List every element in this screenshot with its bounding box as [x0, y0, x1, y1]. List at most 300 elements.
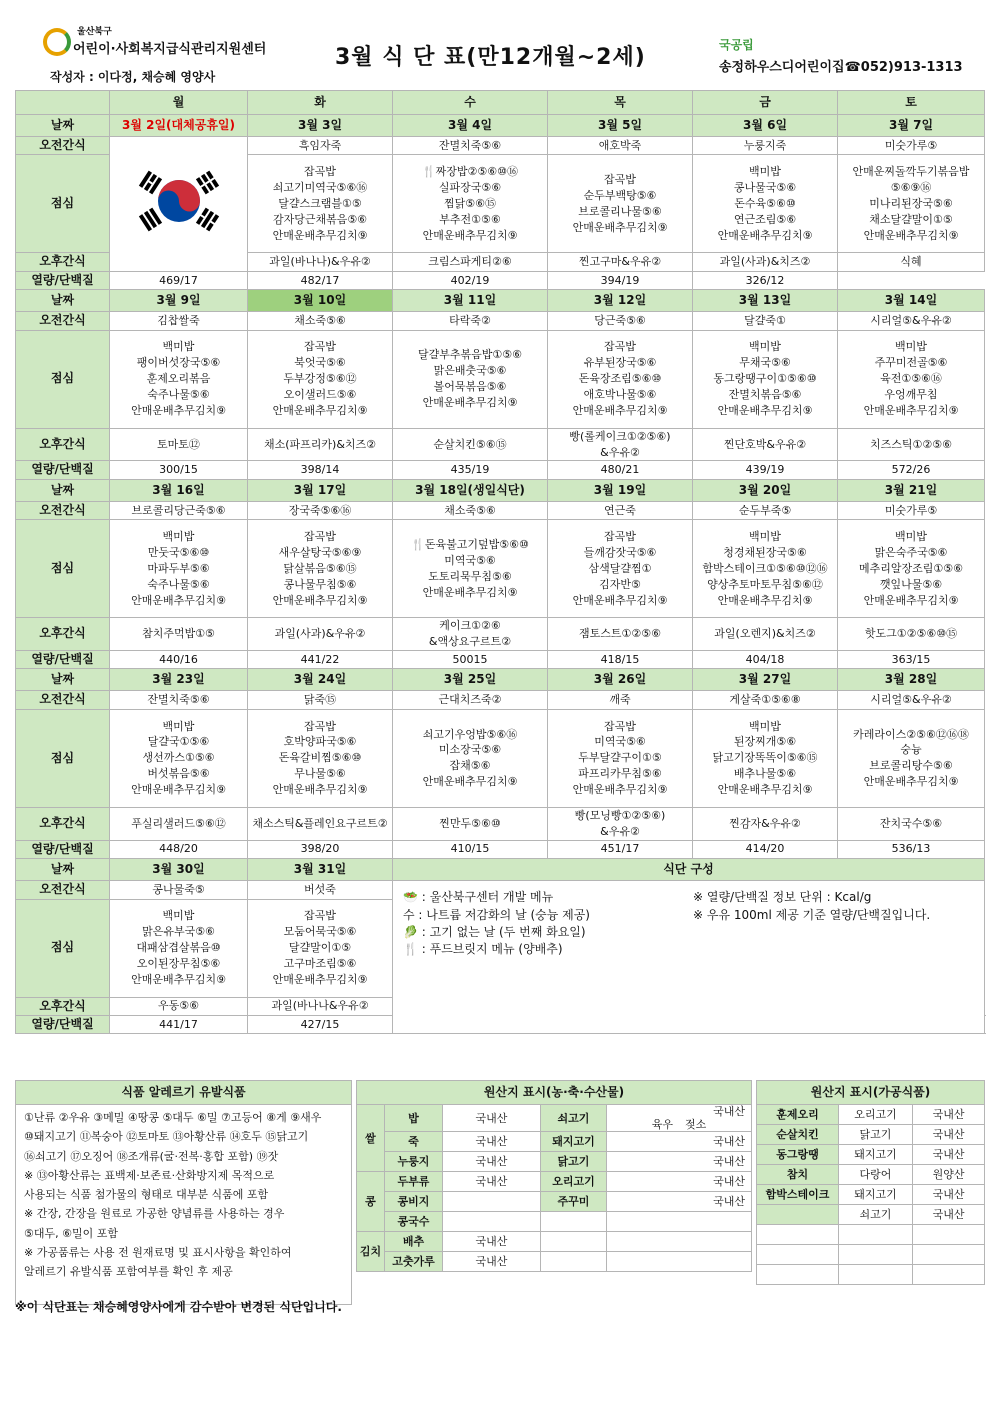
date-label: 날짜 [16, 669, 110, 691]
day-header: 화 [248, 91, 393, 115]
processed-origin: 국내산 [913, 1145, 985, 1165]
am-snack: 콩나물죽⑤ [110, 881, 248, 899]
day-header: 금 [693, 91, 838, 115]
menu-item: 생선까스①⑤⑥ [142, 751, 215, 765]
lunch-cell [248, 899, 393, 997]
menu-item: 두부달걀구이①⑤ [578, 751, 662, 765]
kcal-label: 열량/단백질 [16, 651, 110, 669]
footnote: ※이 식단표는 채승혜영양사에게 감수받아 변경된 식단입니다. [15, 1300, 342, 1314]
lunch-label: 점심 [16, 520, 110, 618]
menu-item: 달걀말이①⑤ [288, 941, 352, 955]
menu-item: 만둣국⑤⑥⑩ [147, 545, 210, 559]
menu-item: 채소달걀말이①⑤ [869, 212, 953, 226]
pm-snack [248, 807, 393, 840]
allergy-line: ※ 가공품류는 사용 전 원재료명 및 표시사항을 확인하여 [24, 1245, 292, 1259]
am-label: 오전간식 [16, 312, 110, 330]
legend-text: : 울산북구센터 개발 메뉴 [421, 890, 554, 905]
kcal-cell: 440/16 [110, 651, 248, 669]
am-label: 오전간식 [16, 881, 110, 899]
day-header: 수 [393, 91, 548, 115]
menu-item: 닭살볶음⑤⑥⑮ [283, 561, 357, 575]
legend-item [403, 889, 693, 906]
menu-item: 잡곡밥 [604, 340, 636, 354]
menu-item: 백미밥 [162, 909, 195, 923]
menu-item: 오이된장무침⑤⑥ [136, 957, 221, 970]
menu-item: 콩나물국⑤⑥ [733, 180, 797, 194]
am-snack: 채소죽⑤⑥ [248, 312, 393, 330]
legend-text: : 푸드브릿지 메뉴 (양배추) [421, 942, 563, 957]
allergy-line: ①난류 ②우유 ③메밀 ④땅콩 ⑤대두 ⑥밀 ⑦고등어 ⑧게 ⑨새우 [24, 1111, 322, 1124]
menu-item: 맑은배춧국⑤⑥ [433, 364, 507, 378]
pm-snack [393, 253, 548, 271]
am-snack: 연근죽 [548, 501, 693, 519]
kcal-label: 열량/단백질 [16, 1015, 110, 1033]
lunch-cell [838, 520, 985, 618]
pm-item: 우동⑤⑥ [158, 999, 199, 1013]
date-cell: 3월 7일 [838, 115, 985, 137]
menu-item: 안매운배추무김치⑨ [272, 593, 368, 607]
processed-material: 쇠고기 [839, 1205, 913, 1225]
date-cell: 3월 9일 [110, 290, 248, 312]
origin-item: 두부류 [385, 1172, 443, 1192]
menu-item: 미역국⑤⑥ [594, 735, 646, 749]
brand-label: 국공립 [719, 38, 754, 52]
processed-origin: 국내산 [913, 1105, 985, 1125]
menu-item: 함박스테이크①⑤⑥⑩⑫⑯ [702, 561, 828, 575]
kcal-cell: 326/12 [693, 271, 838, 289]
am-snack: 버섯죽 [248, 881, 393, 899]
processed-item: 참치 [757, 1165, 839, 1185]
am-label: 오전간식 [16, 691, 110, 709]
legend-item [403, 907, 693, 924]
menu-item: 동그랑땡구이①⑤⑥⑩ [713, 372, 817, 386]
menu-item: 잡곡밥 [604, 719, 636, 733]
am-snack: 잔멸치죽⑤⑥ [110, 691, 248, 709]
origin-item: 콩국수 [385, 1212, 443, 1232]
date-cell: 3월 17일 [248, 479, 393, 501]
origin-item: 죽 [385, 1132, 443, 1152]
menu-item: 잡곡밥 [604, 173, 636, 187]
kcal-cell: 398/14 [248, 461, 393, 479]
empty-cell [839, 1265, 913, 1285]
pm-item: 채소스틱&플레인요구르트② [252, 816, 388, 830]
menu-item: ⑤⑥⑨⑯ [890, 180, 932, 194]
origin-group: 김치 [357, 1232, 385, 1272]
legend-icon: 🍴 [403, 942, 422, 957]
menu-item: 안매운배추무김치⑨ [572, 403, 668, 417]
pm-item: 케이크①②⑥ [439, 619, 501, 633]
menu-item: 잡곡밥 [304, 909, 336, 923]
date-cell: 3월 3일 [248, 115, 393, 137]
menu-item: 안매운배추무김치⑨ [572, 783, 668, 797]
pm-item: 과일(사과)&우유② [274, 627, 366, 641]
meat-name: 쇠고기 [541, 1105, 607, 1132]
date-cell: 3월 2일(대체공휴일) [110, 115, 248, 137]
menu-item: 백미밥 [749, 719, 781, 733]
menu-item: 들깨감잣국⑤⑥ [583, 545, 657, 559]
date-label: 날짜 [16, 290, 110, 312]
lunch-cell [393, 155, 548, 253]
lunch-cell [248, 709, 393, 807]
date-cell: 3월 27일 [693, 669, 838, 691]
origin-item: 밥 [385, 1105, 443, 1132]
menu-item: 잡곡밥 [304, 165, 336, 179]
kcal-cell: 482/17 [248, 271, 393, 289]
pm-snack [838, 618, 985, 651]
menu-item: 닭고기장똑똑이⑤⑥⑮ [712, 751, 818, 765]
legend-icon: 🥗 [403, 890, 422, 905]
menu-item: 안매운배추무김치⑨ [717, 228, 813, 242]
pm-item: 과일(오렌지)&치즈② [714, 627, 816, 641]
pm-item: 과일(사과)&치즈② [719, 255, 811, 269]
lunch-cell [548, 155, 693, 253]
pm-label: 오후간식 [16, 253, 110, 271]
processed-origin: 국내산 [913, 1205, 985, 1225]
menu-item: 돈수육⑤⑥⑩ [734, 196, 796, 210]
kcal-cell: 404/18 [693, 651, 838, 669]
menu-item: 안매운배추무김치⑨ [272, 403, 368, 417]
lunch-label: 점심 [16, 155, 110, 253]
pm-label: 오후간식 [16, 428, 110, 461]
menu-item: 브로콜리탕수⑤⑥ [869, 759, 953, 773]
pm-snack [248, 997, 393, 1015]
kcal-cell: 572/26 [838, 461, 985, 479]
menu-item: 오이샐러드⑤⑥ [283, 388, 357, 402]
menu-item: 숭늉 [900, 743, 922, 757]
menu-item: 안매운배추무김치⑨ [131, 593, 226, 607]
meat-origin-value: 국내산 [713, 1105, 746, 1118]
kcal-label: 열량/단백질 [16, 840, 110, 858]
meat-origin-value: 국내산 [713, 1195, 746, 1209]
menu-item: 안매운배추무김치⑨ [422, 585, 518, 599]
kcal-cell: 398/20 [248, 840, 393, 858]
menu-item: 애호박나물⑤⑥ [583, 388, 657, 402]
empty-cell [913, 1225, 985, 1245]
pm-snack [393, 807, 548, 840]
menu-item: 미역국⑤⑥ [444, 553, 496, 567]
menu-item: 백미밥 [749, 165, 781, 179]
kcal-cell: 439/19 [693, 461, 838, 479]
menu-item: 안매운배추무김치⑨ [272, 228, 368, 242]
pm-item: 찐감자&우유② [729, 816, 801, 830]
menu-item: 무채국⑤⑥ [739, 356, 791, 370]
lunch-cell [548, 330, 693, 428]
pm-item: &우유② [600, 445, 640, 459]
menu-item: 도토리묵무침⑤⑥ [428, 569, 512, 583]
menu-item: 안매운배추무김치⑨ [572, 220, 668, 234]
day-header: 월 [110, 91, 248, 115]
menu-item: 안매운배추무김치⑨ [863, 775, 959, 789]
pm-snack [110, 807, 248, 840]
menu-item: 파프리카무침⑤⑥ [578, 767, 662, 781]
menu-item: 🍴돈육불고기덮밥⑤⑥⑩ [411, 537, 529, 551]
lunch-cell [110, 330, 248, 428]
org-region: 울산북구 [77, 27, 112, 37]
origin-value: 국내산 [443, 1172, 541, 1192]
am-snack: 브로콜리당근죽⑤⑥ [110, 501, 248, 519]
date-label: 날짜 [16, 859, 110, 881]
holiday-flag-cell [110, 137, 248, 272]
kcal-cell: 451/17 [548, 840, 693, 858]
empty-cell [757, 1265, 839, 1285]
lunch-cell [693, 709, 838, 807]
empty-cell [607, 1252, 752, 1272]
kcal-cell: 402/19 [393, 271, 548, 289]
am-snack: 미숫가루⑤ [838, 137, 985, 155]
menu-item: 백미밥 [749, 529, 781, 543]
korean-flag-icon [119, 159, 239, 243]
pm-snack [110, 428, 248, 461]
origin-title: 원산지 표시(농·축·수산물) [357, 1081, 752, 1105]
am-snack: 애호박죽 [548, 137, 693, 155]
menu-item: 안매운배추무김치⑨ [131, 403, 226, 417]
meat-origin [607, 1105, 752, 1132]
kcal-cell: 300/15 [110, 461, 248, 479]
pm-item: 순살치킨⑤⑥⑮ [433, 437, 507, 451]
lunch-cell [693, 155, 838, 253]
lunch-cell [110, 520, 248, 618]
pm-item: 토마토⑫ [157, 437, 200, 451]
menu-item: 백미밥 [162, 529, 195, 543]
pm-snack [693, 428, 838, 461]
empty-cell [913, 1265, 985, 1285]
menu-item: 안매운배추무김치⑨ [863, 403, 959, 417]
kcal-cell: 435/19 [393, 461, 548, 479]
menu-item: 찜닭⑤⑥⑮ [444, 196, 496, 210]
pm-snack [248, 253, 393, 271]
allergy-line: ⑯쇠고기 ⑰오징어 ⑱조개류(굴·전복·홍합 포함) ⑲잣 [24, 1149, 279, 1163]
pm-item: 식혜 [900, 255, 922, 269]
date-cell: 3월 12일 [548, 290, 693, 312]
processed-material: 오리고기 [839, 1105, 913, 1125]
menu-item: 버섯볶음⑤⑥ [147, 767, 210, 781]
menu-item: 안매운배추무김치⑨ [717, 783, 813, 797]
menu-item: 안매운배추무김치⑨ [863, 593, 959, 607]
meat-origin-value: 국내산 [713, 1155, 746, 1169]
menu-item: 깻잎나물⑤⑥ [879, 577, 943, 591]
lunch-label: 점심 [16, 709, 110, 807]
menu-item: 무나물⑤⑥ [294, 767, 346, 781]
lunch-cell [110, 709, 248, 807]
kcal-label: 열량/단백질 [16, 461, 110, 479]
pm-item: 참치주먹밥①⑤ [142, 627, 215, 641]
date-cell: 3월 11일 [393, 290, 548, 312]
date-cell: 3월 19일 [548, 479, 693, 501]
menu-item: 팽이버섯장국⑤⑥ [136, 356, 221, 370]
menu-item: 안매운배추무김치⑨ [131, 783, 226, 797]
origin-value [443, 1192, 541, 1212]
menu-item: 달걀부추볶음밥①⑤⑥ [418, 348, 522, 362]
menu-item: 안매운배추무김치⑨ [272, 972, 368, 986]
pm-item: 빵(모닝빵①②⑤⑥) [574, 808, 666, 822]
menu-item: 🍴짜장밥②⑤⑥⑩⑯ [421, 165, 519, 179]
am-snack: 흑임자죽 [248, 137, 393, 155]
empty-cell [839, 1225, 913, 1245]
meat-name: 닭고기 [541, 1152, 607, 1172]
pm-item: 핫도그①②⑤⑥⑩⑮ [864, 627, 958, 641]
meat-name: 주꾸미 [541, 1192, 607, 1212]
lunch-cell [248, 155, 393, 253]
beef-sub: 젖소 [685, 1118, 707, 1132]
menu-item: 잡곡밥 [304, 340, 336, 354]
menu-item: 쇠고기우엉밥⑤⑥⑯ [422, 727, 518, 741]
am-snack: 달걀죽① [693, 312, 838, 330]
pm-snack [548, 618, 693, 651]
menu-item: 카레라이스②⑤⑥⑫⑯⑱ [853, 727, 969, 741]
pm-snack [110, 997, 248, 1015]
pm-item: 잼토스트①②⑤⑥ [579, 627, 661, 641]
kcal-label: 열량/단백질 [16, 271, 110, 289]
beef-sub: 육우 [651, 1118, 673, 1132]
empty-cell [607, 1232, 752, 1252]
menu-item: 안매운배추무김치⑨ [717, 403, 813, 417]
pm-snack [838, 428, 985, 461]
pm-label: 오후간식 [16, 807, 110, 840]
page-title: 3월 식 단 표(만12개월~2세) [335, 45, 646, 70]
kcal-cell: 441/22 [248, 651, 393, 669]
origin-value: 국내산 [443, 1152, 541, 1172]
allergy-line: 사용되는 식품 첨가물의 형태로 대부분 식품에 포함 [24, 1188, 269, 1201]
menu-item: 잡채⑤⑥ [449, 759, 491, 773]
pm-item: 찐만두⑤⑥⑩ [439, 816, 501, 830]
lunch-cell [693, 330, 838, 428]
date-cell: 3월 31일 [248, 859, 393, 881]
empty-cell [541, 1252, 607, 1272]
allergy-line: ⑤대두, ⑥밀이 포함 [24, 1226, 118, 1240]
am-snack: 게살죽①⑤⑥⑧ [693, 691, 838, 709]
pm-label: 오후간식 [16, 997, 110, 1015]
processed-origin: 국내산 [913, 1125, 985, 1145]
origin-item: 고춧가루 [385, 1252, 443, 1272]
am-snack: 순두부죽⑤ [693, 501, 838, 519]
date-cell: 3월 26일 [548, 669, 693, 691]
kcal-cell: 394/19 [548, 271, 693, 289]
menu-item: 브로콜리나물⑤⑥ [578, 204, 662, 218]
meat-origin-value: 국내산 [713, 1135, 746, 1149]
menu-item: 잡곡밥 [604, 529, 636, 543]
lunch-cell [393, 520, 548, 618]
origin-value: 국내산 [443, 1132, 541, 1152]
menu-item: 우엉깨무침 [884, 388, 938, 402]
date-cell: 3월 10일 [248, 290, 393, 312]
menu-item: 호박양파국⑤⑥ [283, 735, 357, 749]
menu-item: 볼어묵볶음⑤⑥ [433, 380, 507, 394]
meat-origin-value: 국내산 [713, 1175, 746, 1189]
processed-item: 훈제오리 [757, 1105, 839, 1125]
pm-label: 오후간식 [16, 618, 110, 651]
menu-item: 콩나물무침⑤⑥ [283, 577, 357, 591]
menu-item: 잔멸치볶음⑤⑥ [728, 388, 802, 402]
menu-item: 숙주나물⑤⑥ [147, 388, 210, 402]
origin-item: 배추 [385, 1232, 443, 1252]
menu-item: 안매운배추무김치⑨ [422, 775, 518, 789]
author: 작성자 : 이다정, 채승혜 영양사 [50, 70, 216, 84]
menu-item: 청경채된장국⑤⑥ [723, 545, 807, 559]
pm-item: &액상요구르트② [428, 635, 512, 649]
meat-origin [607, 1192, 752, 1212]
pm-snack [248, 428, 393, 461]
menu-item: 감자당근채볶음⑤⑥ [272, 212, 368, 226]
menu-item: 두부강정⑤⑥⑫ [283, 372, 357, 386]
am-snack: 누룽지죽 [693, 137, 838, 155]
pm-item: 빵(롤케이크①②⑤⑥) [569, 429, 671, 443]
menu-item: 북엇국⑤⑥ [294, 356, 346, 370]
kcal-cell: 414/20 [693, 840, 838, 858]
menu-item: 육전①⑤⑥⑯ [880, 372, 942, 386]
meat-origin [607, 1132, 752, 1152]
date-cell: 3월 30일 [110, 859, 248, 881]
menu-item: 삼색달걀찜① [588, 561, 652, 575]
pm-snack [548, 253, 693, 271]
processed-material: 돼지고기 [839, 1185, 913, 1205]
pm-item: &우유② [600, 824, 640, 838]
date-cell: 3월 20일 [693, 479, 838, 501]
legend-note: ※ 우유 100ml 제공 기준 열량/단백질입니다. [693, 907, 931, 922]
am-snack: 김찹쌀죽 [110, 312, 248, 330]
menu-item: 안매운찌돌깍두기볶음밥 [852, 165, 970, 179]
menu-item: 양상추토마토무침⑤⑥⑫ [707, 577, 823, 591]
menu-item: 유부된장국⑤⑥ [583, 356, 657, 370]
date-cell: 3월 24일 [248, 669, 393, 691]
pm-snack [393, 428, 548, 461]
menu-item: 실파장국⑤⑥ [438, 180, 502, 194]
meat-origin [607, 1152, 752, 1172]
menu-item: 안매운배추무김치⑨ [422, 228, 518, 242]
menu-item: 미나리된장국⑤⑥ [869, 196, 953, 210]
menu-item: 안매운배추무김치⑨ [131, 972, 226, 986]
lunch-cell [248, 330, 393, 428]
menu-item: 안매운배추무김치⑨ [422, 396, 518, 409]
origin-table [356, 1080, 752, 1272]
kcal-cell: 363/15 [838, 651, 985, 669]
pm-snack [248, 618, 393, 651]
beef-subtypes [607, 1118, 751, 1131]
date-cell: 3월 21일 [838, 479, 985, 501]
pm-snack [548, 807, 693, 840]
center-logo-icon [43, 28, 71, 56]
lunch-cell [393, 709, 548, 807]
meat-name: 오리고기 [541, 1172, 607, 1192]
header [15, 18, 984, 90]
menu-item: 달걀국①⑤⑥ [147, 735, 210, 749]
pm-snack [393, 618, 548, 651]
origin-group: 콩 [357, 1172, 385, 1232]
origin-item: 콩비지 [385, 1192, 443, 1212]
pm-snack [693, 618, 838, 651]
menu-item: 안매운배추무김치⑨ [863, 228, 959, 242]
lunch-cell [693, 520, 838, 618]
am-label: 오전간식 [16, 137, 110, 155]
kcal-cell: 448/20 [110, 840, 248, 858]
org-name: 어린이·사회복지급식관리지원센터 [73, 42, 267, 57]
pm-item: 과일(바나나)&우유② [269, 255, 371, 269]
legend-item [403, 941, 693, 958]
am-snack: 근대치즈죽② [393, 691, 548, 709]
empty-cell [757, 1245, 839, 1265]
lunch-cell [838, 155, 985, 253]
menu-item: 안매운배추무김치⑨ [272, 783, 368, 797]
pm-snack [693, 807, 838, 840]
processed-material: 닭고기 [839, 1125, 913, 1145]
legend-note: ※ 열량/단백질 정보 단위 : Kcal/g [693, 890, 872, 905]
allergy-title: 식품 알레르기 유발식품 [16, 1081, 352, 1105]
date-cell: 3월 14일 [838, 290, 985, 312]
empty-cell [757, 1225, 839, 1245]
legend-title: 식단 구성 [393, 859, 985, 881]
kcal-cell: 480/21 [548, 461, 693, 479]
menu-item: 부추전①⑤⑥ [439, 212, 501, 226]
date-cell: 3월 16일 [110, 479, 248, 501]
